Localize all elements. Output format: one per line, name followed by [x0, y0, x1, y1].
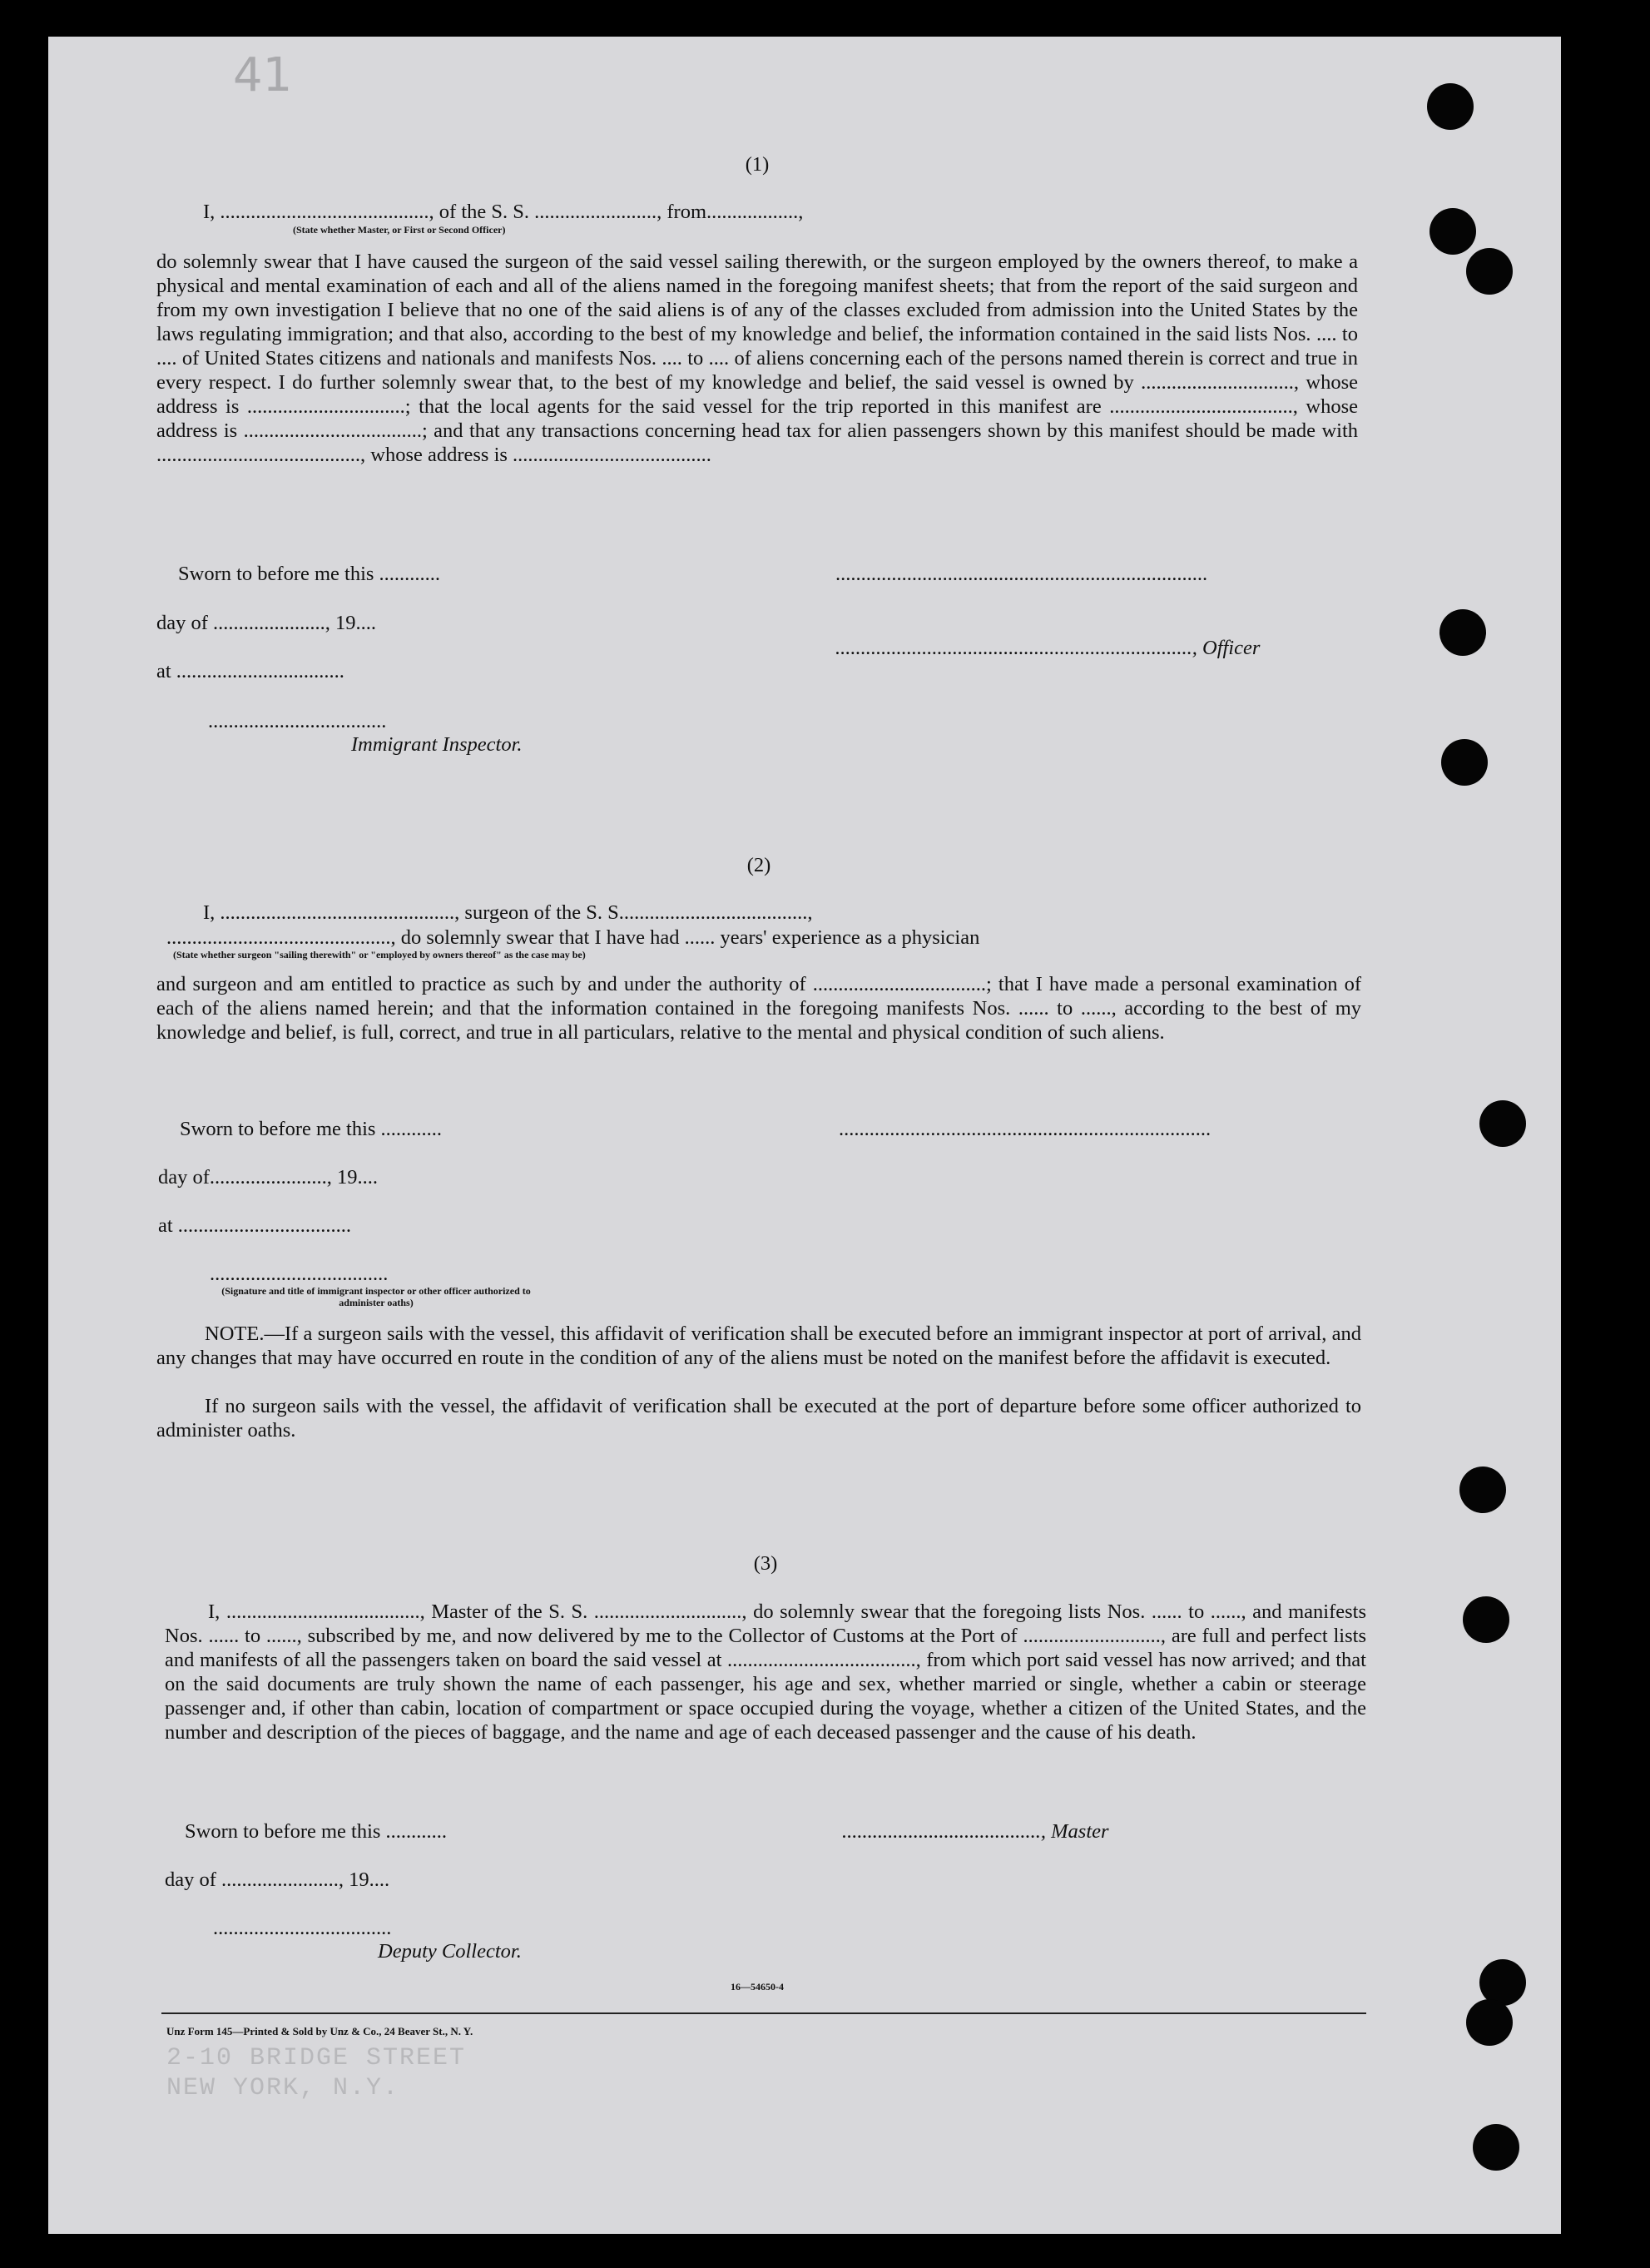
punch-hole	[1466, 248, 1513, 295]
punch-hole	[1479, 1100, 1526, 1147]
punch-hole	[1473, 2124, 1519, 2171]
section-1-field-note: (State whether Master, or First or Second Officer)	[293, 224, 506, 236]
punch-hole	[1459, 1467, 1506, 1513]
section-3-affidavit-text: I, ......................................, Master of the S. S. ............................., do solemnly swear that the foregoing lists Nos. ...... to ......, and manifests Nos. ...... to ......, subscribed by me, and now delivered by me to the Collector of Customs at the Port of ..........................., are full and perfect lists and manifests of all the passengers taken on board the said vessel at ....................................., from which port said vessel has now arrived; and that on the said documents are truly shown the name of each passenger, his age and sex, whether married or single, whether a cabin or steerage passenger and, if other than cabin, location of compartment or space occupied during the voyage, whether a citizen of the United States, and the number and description of the pieces of baggage, and the name and age of each deceased passenger and the cause of his death.	[165, 1601, 1366, 1744]
section-2-field-note: (State whether surgeon "sailing therewith" or "employed by owners thereof" as the case may be)	[173, 949, 586, 960]
section-2-sworn: Sworn to before me this ............	[180, 1118, 443, 1140]
faint-stamp-line-2: NEW YORK, N.Y.	[166, 2074, 400, 2102]
section-2-signature-line: .........................................................................	[839, 1118, 1211, 1140]
faint-stamp-line-1: 2-10 BRIDGE STREET	[166, 2044, 467, 2072]
section-1-inspector-title: Immigrant Inspector.	[351, 733, 523, 756]
section-1-intro-line: I, ........................................., of the S. S. ........................, from..................,	[203, 201, 804, 223]
section-1-number: (1)	[745, 153, 770, 176]
section-2-day-of: day of......................., 19....	[158, 1166, 379, 1189]
section-2-number: (2)	[746, 854, 771, 876]
section-3-day-of: day of ......................., 19....	[165, 1868, 390, 1891]
section-2-affidavit-text: and surgeon and am entitled to practice as such by and under the authority of ..................................; that I have made a personal examination of each of the aliens named herein; and that the information contained in the foregoing manifests Nos. ...... to ......, according to the best of my knowledge and belief, is full, correct, and true in all particulars, relative to the mental and physical condition of such aliens.	[156, 973, 1361, 1044]
section-1-day-of: day of ......................, 19....	[156, 612, 377, 634]
section-2-note-paragraph-2: If no surgeon sails with the vessel, the affidavit of verification shall be executed at the port of departure before some officer authorized to administer oaths.	[156, 1395, 1361, 1442]
section-2-at: at ..................................	[158, 1214, 352, 1237]
punch-hole	[1430, 208, 1476, 255]
punch-hole	[1466, 1999, 1513, 2046]
section-1-officer-line: ......................................................................, Officer	[835, 637, 1261, 659]
punch-hole	[1441, 739, 1488, 786]
section-1-affidavit-text: do solemnly swear that I have caused the surgeon of the said vessel sailing therewith, or the surgeon employed by the owners thereof, to make a physical and mental examination of each and all of the aliens named in the foregoing manifest sheets; that from the report of the said surgeon and from my own investigation I believe that no one of the said aliens is of any of the classes excluded from admission into the United States by the laws regulating immigration; and that also, according to the best of my knowledge and belief, the information contained in the said lists Nos. .... to .... of United States citizens and nationals and manifests Nos. .... to .... of aliens concerning each of the persons named therein is correct and true in every respect. I do further solemnly swear that, to the best of my knowledge and belief, the said vessel is owned by .............................., whose address is ...............................; that the local agents for the said vessel for the trip reported in this manifest are ...................................., whose address is ...................................; and that any transactions concerning head tax for alien passengers shown by this manifest should be made with ........................................, whose address is .......................................	[156, 251, 1358, 466]
section-1-sworn: Sworn to before me this ............	[178, 563, 441, 585]
section-2-note-paragraph: NOTE.—If a surgeon sails with the vessel, this affidavit of verification shall be executed before an immigrant inspector at port of arrival, and any changes that may have occurred en route in the condition of any of the aliens must be noted on the manifest before the affidavit is executed.	[156, 1323, 1361, 1369]
punch-hole	[1427, 83, 1474, 130]
section-2-signature-dots: ...................................	[210, 1263, 389, 1285]
form-code: 16—54650-4	[731, 1981, 784, 1993]
section-3-collector-title: Deputy Collector.	[378, 1940, 522, 1963]
section-1-inspector-dots: ...................................	[208, 710, 387, 732]
punch-hole	[1463, 1596, 1509, 1643]
section-3-master-line: ......................................., Master	[842, 1820, 1109, 1843]
footer-rule	[161, 2012, 1366, 2014]
section-2-intro-line: I, .............................................., surgeon of the S. S.....................................,	[203, 901, 813, 924]
section-1-signature-line: .........................................................................	[835, 563, 1208, 585]
section-1-at: at .................................	[156, 660, 344, 682]
section-2-line-2: ............................................, do solemnly swear that I have had ...... years' experience as a physician	[166, 926, 980, 949]
section-3-sworn: Sworn to before me this ............	[185, 1820, 448, 1843]
section-3-number: (3)	[753, 1552, 778, 1575]
section-3-collector-dots: ...................................	[213, 1917, 392, 1939]
printer-footer: Unz Form 145—Printed & Sold by Unz & Co., 24 Beaver St., N. Y.	[166, 2025, 473, 2037]
punch-hole	[1439, 609, 1486, 656]
section-2-signature-note: (Signature and title of immigrant inspector or other officer authorized to administer oaths)	[221, 1285, 531, 1308]
handwritten-mark: 41	[233, 48, 293, 102]
